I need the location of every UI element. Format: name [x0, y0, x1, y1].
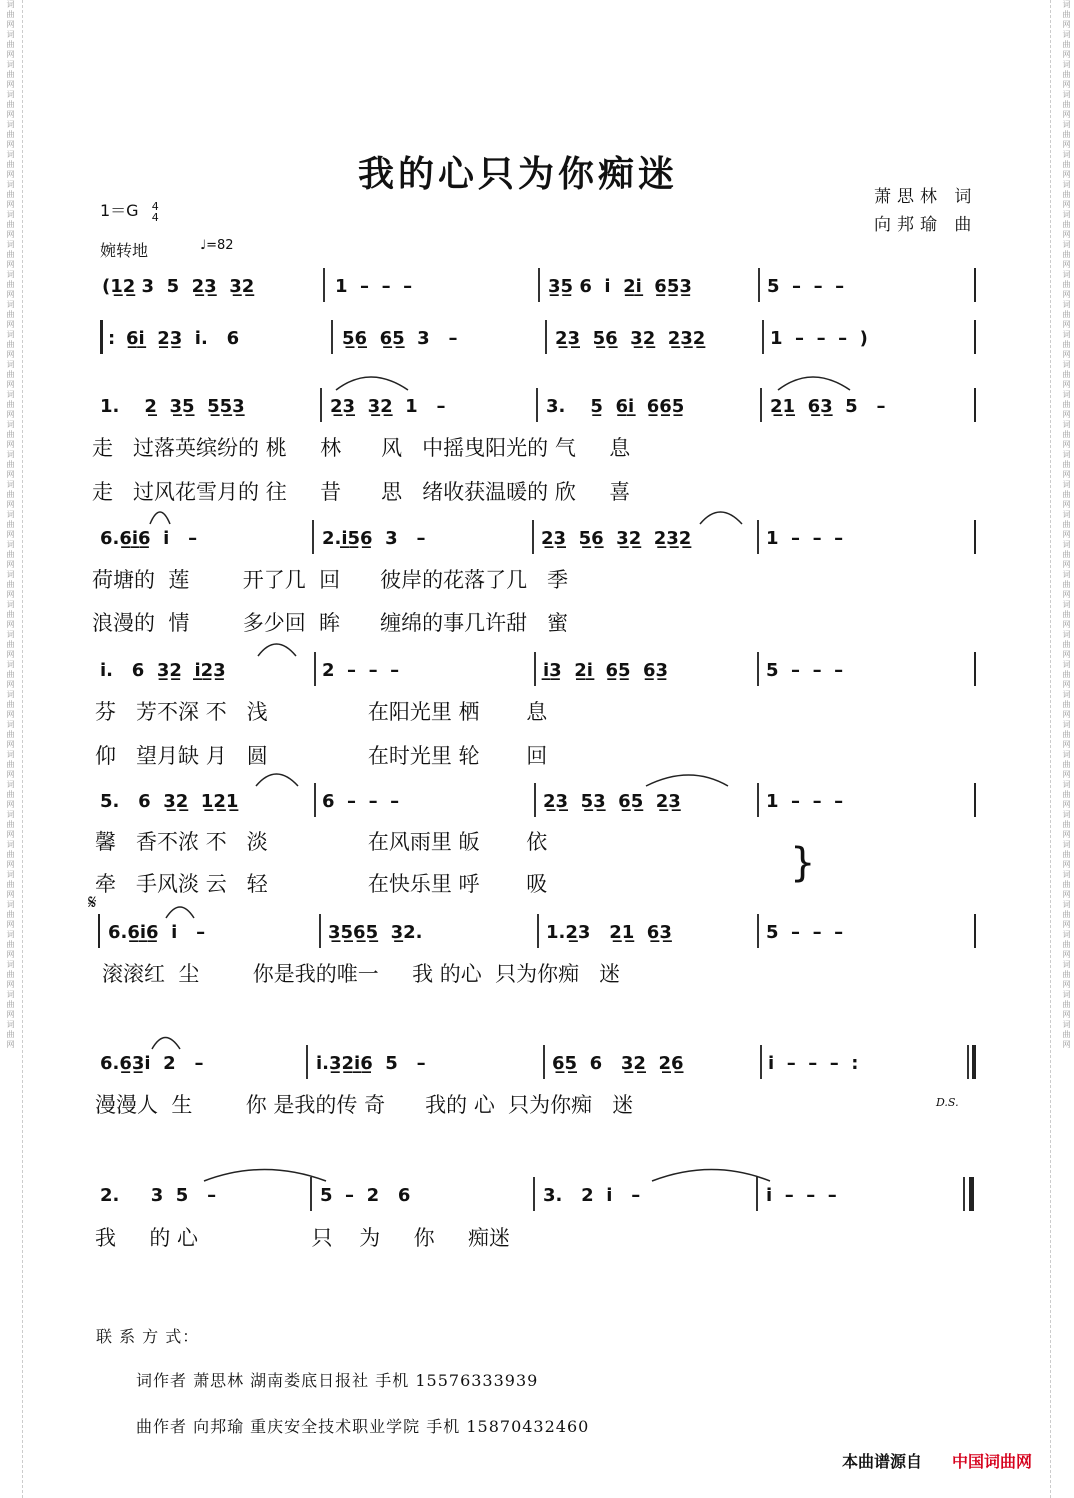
line1-measure-2: 2̲3̲ 3̲2̲ 1 –: [330, 396, 446, 417]
line6-measure-1: 6.6̲3̲i 2 –: [100, 1053, 204, 1074]
slur: [166, 907, 194, 918]
line1-measure-1: 1. 2̲ 3̲5̲ 5̲5̲3̲: [100, 396, 245, 417]
line5-measure-3: 1.2̲3 2̲1̲ 6̲3̲: [546, 922, 672, 943]
composer-credit: 向邦瑜 曲: [874, 215, 978, 235]
contact-heading: 联 系 方 式：: [96, 1327, 200, 1346]
line4-measure-3: 2̲3̲ 5̲3̲ 6̲5̲ 2̲3̲: [543, 791, 681, 812]
right-watermark: 词曲网词曲网词曲网词曲网词曲网词曲网词曲网词曲网词曲网词曲网词曲网词曲网词曲网词曲网词曲网词曲网词曲网词曲网词曲网词曲网词曲网词曲网词曲网词曲网词曲网词曲网词曲网词曲网词曲网词曲网词曲网词曲网词曲网词曲网词曲网: [1062, 0, 1071, 1050]
line7-lyric: 我 的 心 只 为 你 痴迷: [95, 1226, 510, 1250]
ds-marking: D.S.: [936, 1096, 959, 1109]
line2-measure-2: 2.i̲5̲6̲ 3 –: [322, 528, 426, 549]
line1-measure-4: 2̲1̲ 6̲3̲ 5 –: [770, 396, 886, 417]
slur: [778, 377, 850, 390]
line3-lyric-verse1: 芬 芳不深 不 浅 在阳光里 栖 息: [95, 700, 548, 724]
key-label: 1＝G: [100, 201, 139, 220]
slur: [150, 512, 170, 524]
slur: [336, 377, 408, 390]
line7-measure-1: 2. 3 5 –: [100, 1185, 217, 1206]
line4-measure-4: 1 – – –: [766, 791, 844, 812]
line1-lyric-verse1: 走 过落英缤纷的 桃 林 风 中摇曳阳光的 气 息: [92, 436, 631, 460]
segno-sign: 𝄋: [88, 890, 97, 914]
intro-measure-1: (1̲2̲ 3 5 2̲3̲ 3̲2̲: [102, 276, 255, 297]
line5-measure-4: 5 – – –: [766, 922, 844, 943]
line5-lyric: 滚滚红 尘 你是我的唯一 我 的心 只为你痴 迷: [102, 962, 621, 986]
tempo-bpm: =82: [206, 238, 234, 253]
line6-lyric: 漫漫人 生 你 是我的传 奇 我的 心 只为你痴 迷: [95, 1093, 634, 1117]
repeat-dots: :: [108, 328, 116, 349]
line2-measure-4: 1 – – –: [766, 528, 844, 549]
slur: [204, 1170, 326, 1182]
line2-lyric-verse1: 荷塘的 莲 开了几 回 彼岸的花落了几 季: [92, 568, 569, 592]
interlude-measure-3: 2̲3̲ 5̲6̲ 3̲2̲ 2̲3̲2̲: [555, 328, 706, 349]
slur: [700, 512, 742, 524]
lyricist-credit: 萧思林 词: [874, 187, 978, 207]
interlude-measure-1: 6̲i̲ 2̲3̲ i. 6: [126, 328, 240, 349]
intro-measure-2: 1 – – –: [335, 276, 413, 297]
footer-site-link[interactable]: 中国词曲网: [952, 1452, 1033, 1471]
lyricist-contact: 词作者 萧思林 湖南娄底日报社 手机 15576333939: [136, 1371, 539, 1390]
line6-measure-2: i.3̲2̲i̲6̲ 5 –: [316, 1053, 426, 1074]
line2-lyric-verse2: 浪漫的 情 多少回 眸 缠绵的事几许甜 蜜: [92, 611, 569, 635]
slur: [652, 1170, 770, 1182]
slur: [258, 644, 296, 656]
line4-measure-1: 5. 6 3̲2̲ 1̲2̲1̲: [100, 791, 239, 812]
line7-measure-2: 5 – 2 6: [320, 1185, 411, 1206]
line4-lyric-verse1: 馨 香不浓 不 淡 在风雨里 皈 依: [95, 830, 548, 854]
quarter-note-icon: ♩: [200, 238, 207, 253]
line2-measure-1: 6.6̲i̲6̲ i –: [100, 528, 198, 549]
song-title: 我的心只为你痴迷: [358, 153, 679, 195]
interlude-measure-2: 5̲6̲ 6̲5̲ 3 –: [342, 328, 458, 349]
slur: [256, 774, 298, 786]
tempo-style: 婉转地: [100, 241, 149, 260]
composer-contact: 曲作者 向邦瑜 重庆安全技术职业学院 手机 15870432460: [136, 1417, 590, 1436]
line6-measure-4: i – – – :: [768, 1053, 859, 1074]
left-watermark: 词曲网词曲网词曲网词曲网词曲网词曲网词曲网词曲网词曲网词曲网词曲网词曲网词曲网词曲网词曲网词曲网词曲网词曲网词曲网词曲网词曲网词曲网词曲网词曲网词曲网词曲网词曲网词曲网词曲网词曲网词曲网词曲网词曲网词曲网词曲网: [6, 0, 15, 1050]
line3-measure-1: i. 6 3̲2̲ i̲2̲3̲: [100, 660, 226, 681]
line7-measure-4: i – – –: [766, 1185, 837, 1206]
line3-lyric-verse2: 仰 望月缺 月 圆 在时光里 轮 回: [95, 744, 548, 768]
line2-measure-3: 2̲3̲ 5̲6̲ 3̲2̲ 2̲3̲2̲: [541, 528, 692, 549]
line5-measure-2: 3̲5̲6̲5̲ 3̲2.: [328, 922, 423, 943]
line4-lyric-verse2: 牵 手风淡 云 轻 在快乐里 呼 吸: [95, 872, 548, 896]
line3-measure-2: 2 – – –: [322, 660, 400, 681]
line1-lyric-verse2: 走 过风花雪月的 往 昔 思 绪收获温暖的 欣 喜: [92, 480, 631, 504]
slur: [646, 775, 728, 786]
interlude-measure-4: 1 – – – ): [770, 328, 868, 349]
intro-measure-4: 5 – – –: [767, 276, 845, 297]
time-bottom: 4: [151, 210, 159, 224]
verse-brace: }: [790, 840, 816, 886]
line6-measure-3: 6̲5̲ 6 3̲2̲ 2̲6̲: [552, 1053, 684, 1074]
intro-measure-3: 3̲5̲ 6 i 2̲i̲ 6̲5̲3̲: [548, 276, 692, 297]
line3-measure-3: i̲3̲ 2̲i̲ 6̲5̲ 6̲3̲: [543, 660, 669, 681]
line3-measure-4: 5 – – –: [766, 660, 844, 681]
line7-measure-3: 3. 2 i –: [543, 1185, 641, 1206]
line4-measure-2: 6 – – –: [322, 791, 400, 812]
line5-measure-1: 6.6̲i̲6̲ i –: [108, 922, 206, 943]
slur: [152, 1038, 180, 1050]
time-top: 4: [151, 199, 159, 213]
line1-measure-3: 3. 5̲ 6̲i̲ 6̲6̲5̲: [546, 396, 685, 417]
footer-source-label: 本曲谱源自: [842, 1452, 923, 1471]
